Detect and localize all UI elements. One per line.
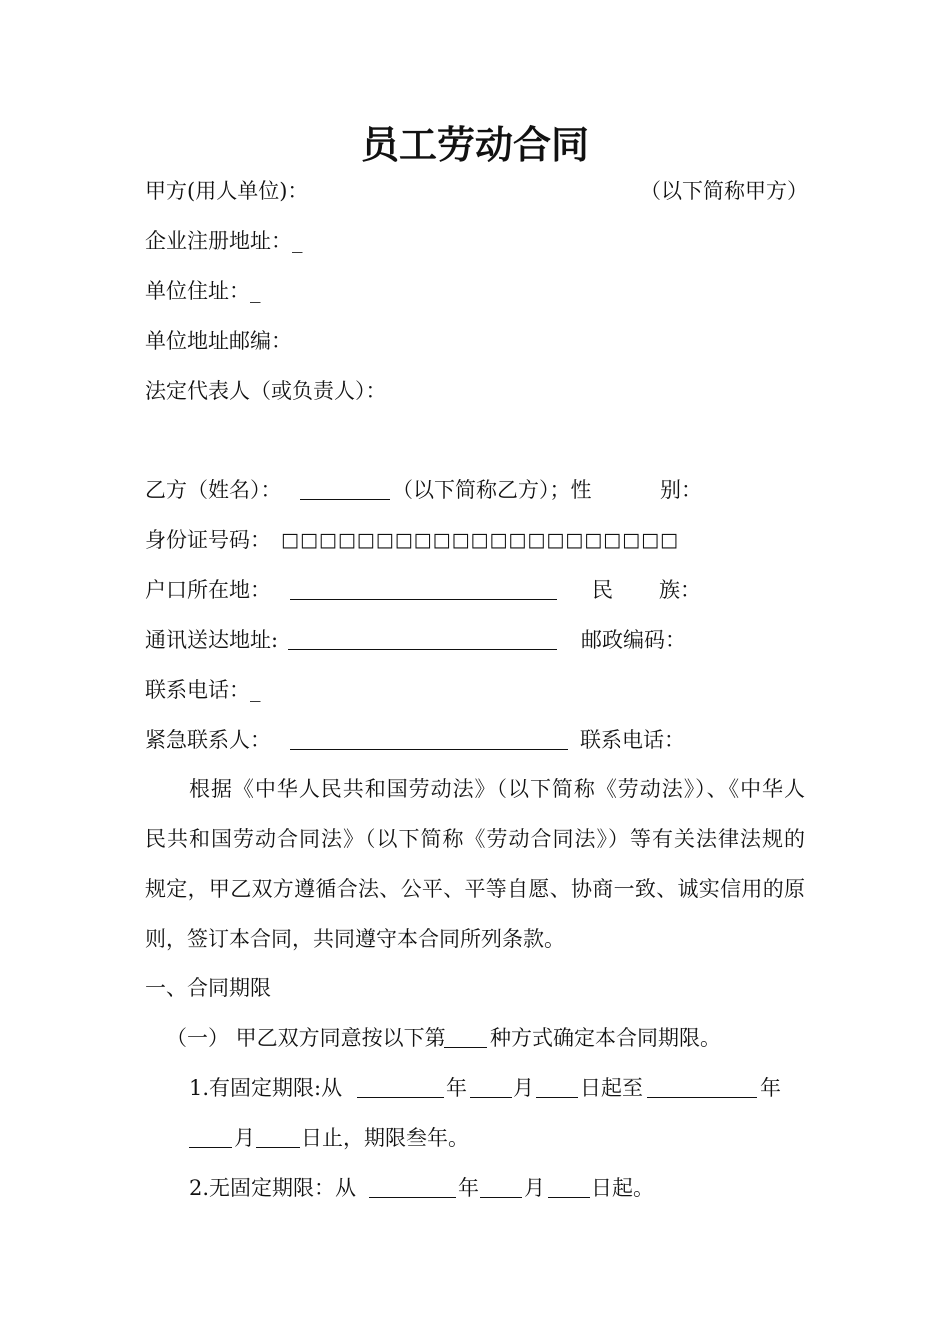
open-term-prefix: 2.无固定期限：从 bbox=[189, 1176, 357, 1200]
fixed-month-label: 月 bbox=[513, 1076, 534, 1100]
mail-address-label: 通讯送达地址: bbox=[145, 628, 279, 652]
fixed-term-prefix: 1.有固定期限:从 bbox=[189, 1076, 343, 1100]
clause-1-pre: （一） 甲乙双方同意按以下第 bbox=[166, 1026, 446, 1050]
mail-address-blank[interactable] bbox=[288, 649, 557, 650]
open-start-year-blank[interactable] bbox=[369, 1197, 456, 1198]
party-b-name-label: 乙方（姓名）： bbox=[145, 478, 282, 502]
party-a-abbrev: （以下简称甲方） bbox=[640, 179, 808, 203]
fixed-day-to-label: 日起至 bbox=[580, 1076, 643, 1100]
party-a-label: 甲方(用人单位)： bbox=[145, 179, 309, 203]
hukou-label: 户口所在地： bbox=[145, 578, 271, 602]
legal-representative: 法定代表人（或负责人）： bbox=[145, 379, 387, 403]
emergency-phone-label: 联系电话： bbox=[580, 728, 685, 752]
unit-postcode: 单位地址邮编： bbox=[145, 329, 292, 353]
hukou-blank[interactable] bbox=[290, 599, 557, 600]
preamble-line-1: 根据《中华人民共和国劳动法》（以下简称《劳动法》）、《中华人 bbox=[189, 777, 805, 801]
section-heading: 一、合同期限 bbox=[145, 976, 271, 1000]
fixed-end-month-blank[interactable] bbox=[189, 1147, 232, 1148]
method-blank[interactable] bbox=[444, 1047, 487, 1048]
preamble-line-2: 民共和国劳动合同法》（以下简称《劳动合同法》）等有关法律法规的 bbox=[145, 827, 805, 851]
open-end-label: 日起。 bbox=[591, 1176, 654, 1200]
clause-1-post: 种方式确定本合同期限。 bbox=[490, 1026, 721, 1050]
fixed-start-year-blank[interactable] bbox=[357, 1097, 444, 1098]
emergency-contact-blank[interactable] bbox=[290, 749, 568, 750]
open-start-month-blank[interactable] bbox=[480, 1197, 522, 1198]
open-month-label: 月 bbox=[524, 1176, 545, 1200]
unit-address: 单位住址：_ bbox=[145, 279, 261, 303]
gender-label: 别： bbox=[660, 478, 702, 502]
emergency-contact-label: 紧急联系人： bbox=[145, 728, 271, 752]
preamble-line-4: 则，签订本合同，共同遵守本合同所列条款。 bbox=[145, 927, 565, 951]
fixed-start-month-blank[interactable] bbox=[470, 1097, 512, 1098]
postal-code-label: 邮政编码： bbox=[581, 628, 686, 652]
fixed-start-day-blank[interactable] bbox=[536, 1097, 578, 1098]
registered-address: 企业注册地址：_ bbox=[145, 229, 303, 253]
fixed-end-day-blank[interactable] bbox=[256, 1147, 300, 1148]
id-number-label: 身份证号码： bbox=[145, 528, 271, 552]
ethnic-label-1: 民 bbox=[592, 578, 613, 602]
open-start-day-blank[interactable] bbox=[548, 1197, 590, 1198]
party-b-name-blank[interactable] bbox=[300, 499, 390, 500]
preamble-line-3: 规定，甲乙双方遵循合法、公平、平等自愿、协商一致、诚实信用的原 bbox=[145, 877, 805, 901]
document-title: 员工劳动合同 bbox=[360, 123, 589, 167]
id-number-boxes[interactable]: □□□□□□□□□□□□□□□□□□□□□ bbox=[281, 529, 679, 551]
fixed-month2-label: 月 bbox=[234, 1126, 255, 1150]
phone-label: 联系电话：_ bbox=[145, 678, 261, 702]
party-b-abbrev: （以下简称乙方）；性 bbox=[392, 478, 592, 502]
fixed-end-label: 日止，期限叁年。 bbox=[301, 1126, 469, 1150]
fixed-year2-label: 年 bbox=[760, 1076, 781, 1100]
ethnic-label-2: 族： bbox=[659, 578, 701, 602]
fixed-year-label: 年 bbox=[446, 1076, 467, 1100]
fixed-end-year-blank[interactable] bbox=[647, 1097, 757, 1098]
open-year-label: 年 bbox=[458, 1176, 479, 1200]
